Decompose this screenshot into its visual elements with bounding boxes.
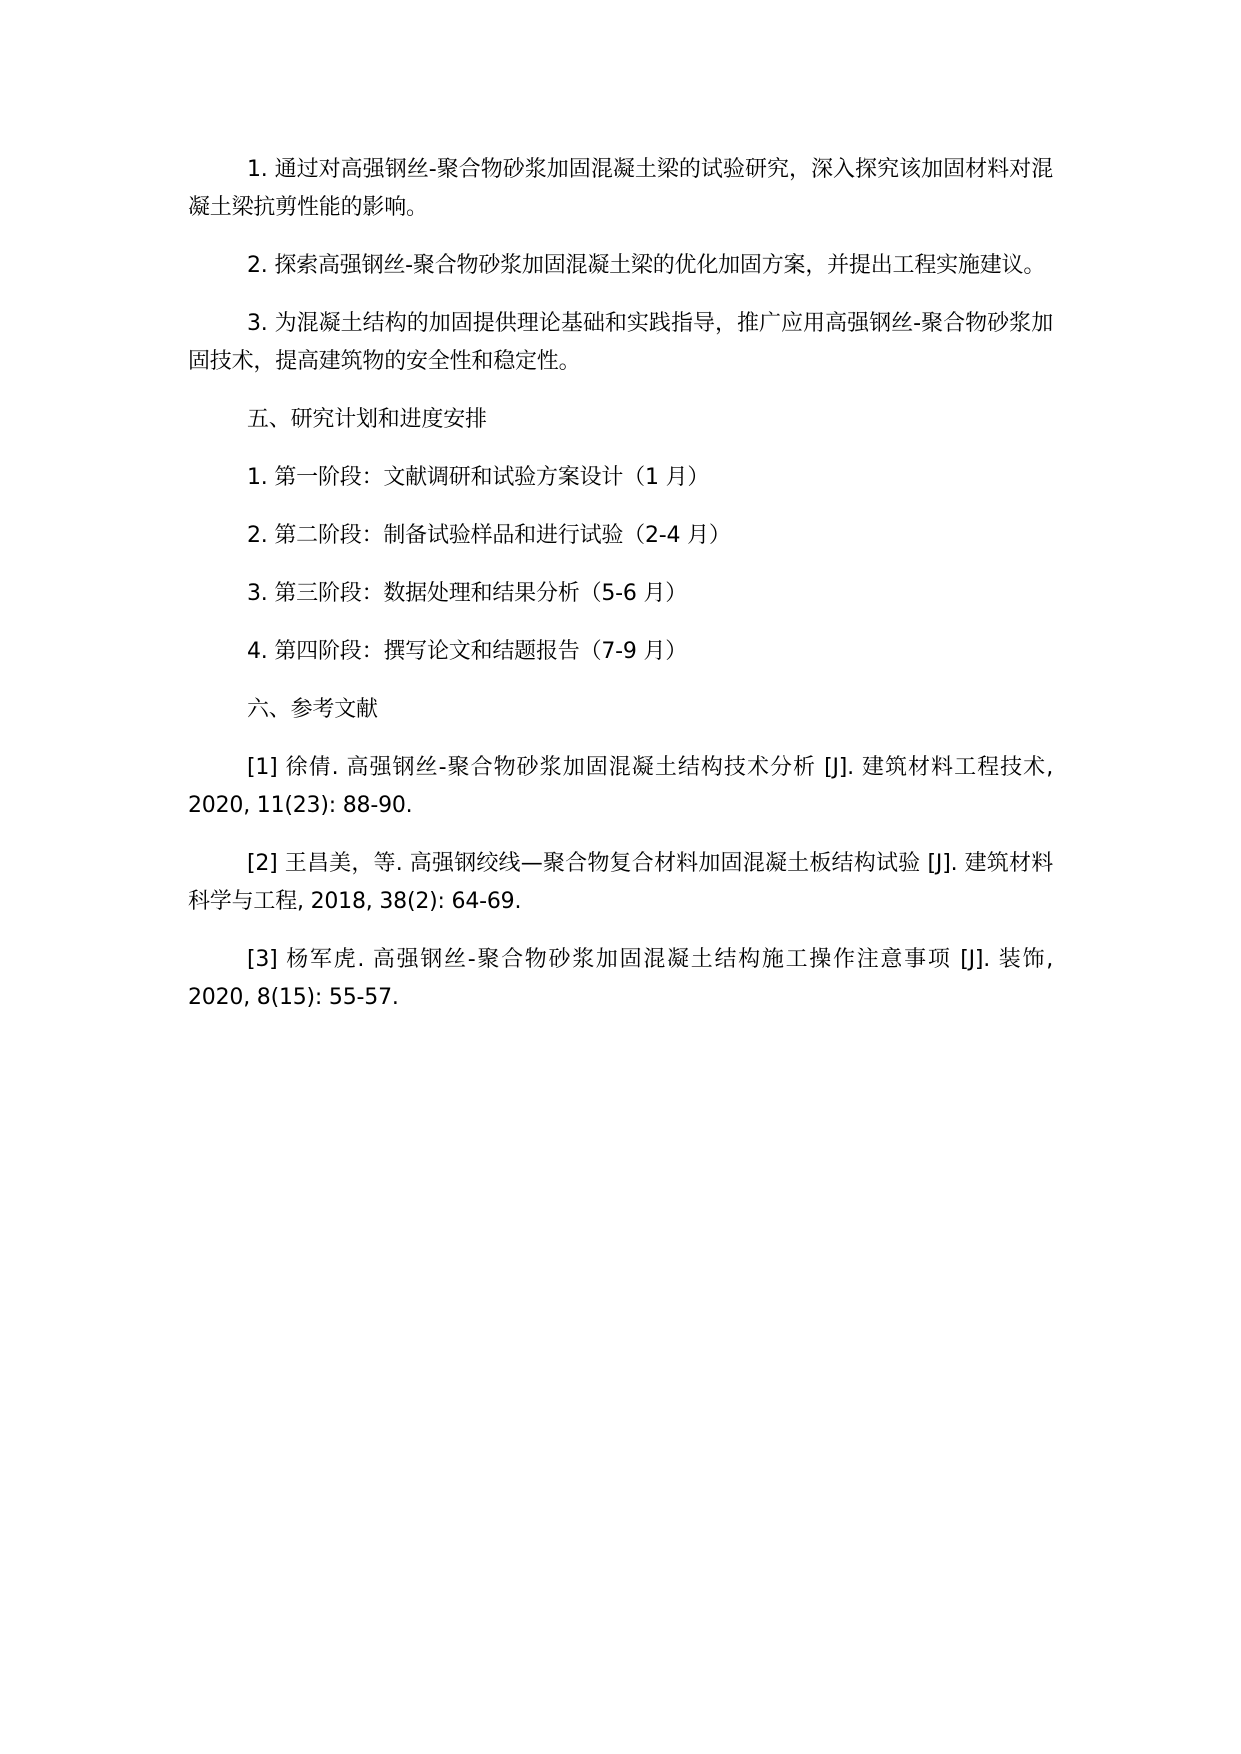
goal-item-1: 1. 通过对高强钢丝-聚合物砂浆加固混凝土梁的试验研究，深入探究该加固材料对混凝土梁抗剪性能的影响。	[188, 157, 1053, 220]
goal-item-2: 2. 探索高强钢丝-聚合物砂浆加固混凝土梁的优化加固方案，并提出工程实施建议。	[247, 253, 1046, 278]
reference-item-1: [1] 徐倩. 高强钢丝-聚合物砂浆加固混凝土结构技术分析 [J]. 建筑材料工程技术, 2020, 11(23): 88-90.	[188, 755, 1053, 818]
plan-item-3: 3. 第三阶段：数据处理和结果分析（5-6 月）	[247, 581, 688, 606]
plan-heading: 五、研究计划和进度安排	[247, 407, 487, 432]
plan-item-4: 4. 第四阶段：撰写论文和结题报告（7-9 月）	[247, 639, 688, 664]
plan-item-1: 1. 第一阶段：文献调研和试验方案设计（1 月）	[247, 465, 710, 490]
references-heading: 六、参考文献	[247, 697, 378, 722]
document-page	[188, 151, 1053, 1037]
reference-item-3: [3] 杨军虎. 高强钢丝-聚合物砂浆加固混凝土结构施工操作注意事项 [J]. 装饰, 2020, 8(15): 55-57.	[188, 947, 1053, 1010]
reference-item-2: [2] 王昌美，等. 高强钢绞线—聚合物复合材料加固混凝土板结构试验 [J]. 建筑材料科学与工程, 2018, 38(2): 64-69.	[188, 851, 1053, 914]
goal-item-3: 3. 为混凝土结构的加固提供理论基础和实践指导，推广应用高强钢丝-聚合物砂浆加固技术，提高建筑物的安全性和稳定性。	[188, 311, 1053, 374]
plan-item-2: 2. 第二阶段：制备试验样品和进行试验（2-4 月）	[247, 523, 731, 548]
